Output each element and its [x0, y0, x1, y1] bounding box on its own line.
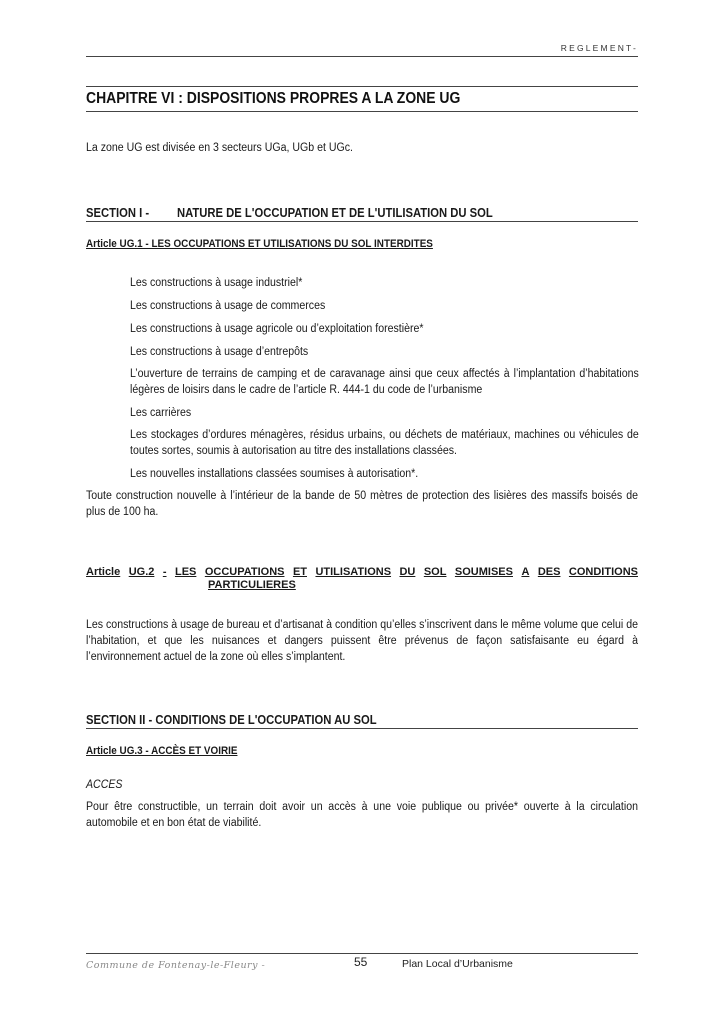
footer-commune: Commune de Fontenay-le-Fleury - — [86, 960, 266, 971]
article-ug2-title-line2: PARTICULIERES — [208, 579, 296, 591]
header-label: REGLEMENT- — [560, 43, 638, 53]
section-2-heading — [86, 713, 638, 729]
list-item: Les nouvelles installations classées soumises à autorisation*. — [130, 468, 419, 480]
article-ug3-subheading: ACCES — [86, 779, 123, 791]
section-1-title: NATURE DE L'OCCUPATION ET DE L'UTILISATION DU SOL — [177, 206, 493, 220]
list-item: Les constructions à usage industriel* — [130, 277, 303, 289]
article-ug1-note: Toute construction nouvelle à l’intérieur de la bande de 50 mètres de protection des lisières des massifs boisés de plus de 100 ha. — [86, 490, 638, 518]
header-rule — [86, 56, 638, 57]
article-ug3-title: Article UG.3 - ACCÈS ET VOIRIE — [86, 745, 238, 757]
article-ug2-title-line1: Article UG.2 - LES OCCUPATIONS ET UTILISATIONS DU SOL SOUMISES A DES CONDITIONS — [86, 566, 638, 578]
footer-rule — [86, 953, 638, 954]
article-ug2-title — [86, 566, 638, 591]
section-2-title: SECTION II - CONDITIONS DE L'OCCUPATION AU SOL — [86, 713, 377, 727]
page-number: 55 — [354, 955, 368, 969]
list-item: Les carrières — [130, 407, 192, 419]
list-item: Les constructions à usage de commerces — [130, 300, 326, 312]
list-item: Les stockages d’ordures ménagères, résidus urbains, ou déchets de matériaux, machines ou véhicules de toutes sortes, soumis à autorisation au titre des installations classées. — [130, 429, 639, 457]
article-ug2-body: Les constructions à usage de bureau et d’artisanat à condition qu’elles s’inscrivent dans le même volume que celui de l’habitation, et que les nuisances et dangers puissent être prévenus de façon satisfaisante eu égard à l’environnement actuel de la zone où elles s’implantent. — [86, 619, 638, 663]
article-ug3-body: Pour être constructible, un terrain doit avoir un accès à une voie publique ou privée* ouverte à la circulation automobile et en bon état de viabilité. — [86, 801, 638, 829]
intro-text: La zone UG est divisée en 3 secteurs UGa, UGb et UGc. — [86, 142, 353, 154]
list-item: Les constructions à usage d’entrepôts — [130, 346, 309, 358]
section-1-number: SECTION I - — [86, 206, 150, 220]
list-item: Les constructions à usage agricole ou d’exploitation forestière* — [130, 323, 424, 335]
footer-document-title: Plan Local d’Urbanisme — [402, 958, 513, 970]
chapter-title: CHAPITRE VI : DISPOSITIONS PROPRES A LA ZONE UG — [86, 90, 461, 107]
article-ug1-title: Article UG.1 - LES OCCUPATIONS ET UTILISATIONS DU SOL INTERDITES — [86, 238, 433, 250]
section-1-heading — [86, 206, 638, 222]
list-item: L’ouverture de terrains de camping et de caravanage ainsi que ceux affectés à l’implantation d’habitations légères de loisirs dans le cadre de l’article R. 444-1 du code de l’urbanisme — [130, 368, 639, 396]
chapter-heading-box — [86, 86, 638, 112]
